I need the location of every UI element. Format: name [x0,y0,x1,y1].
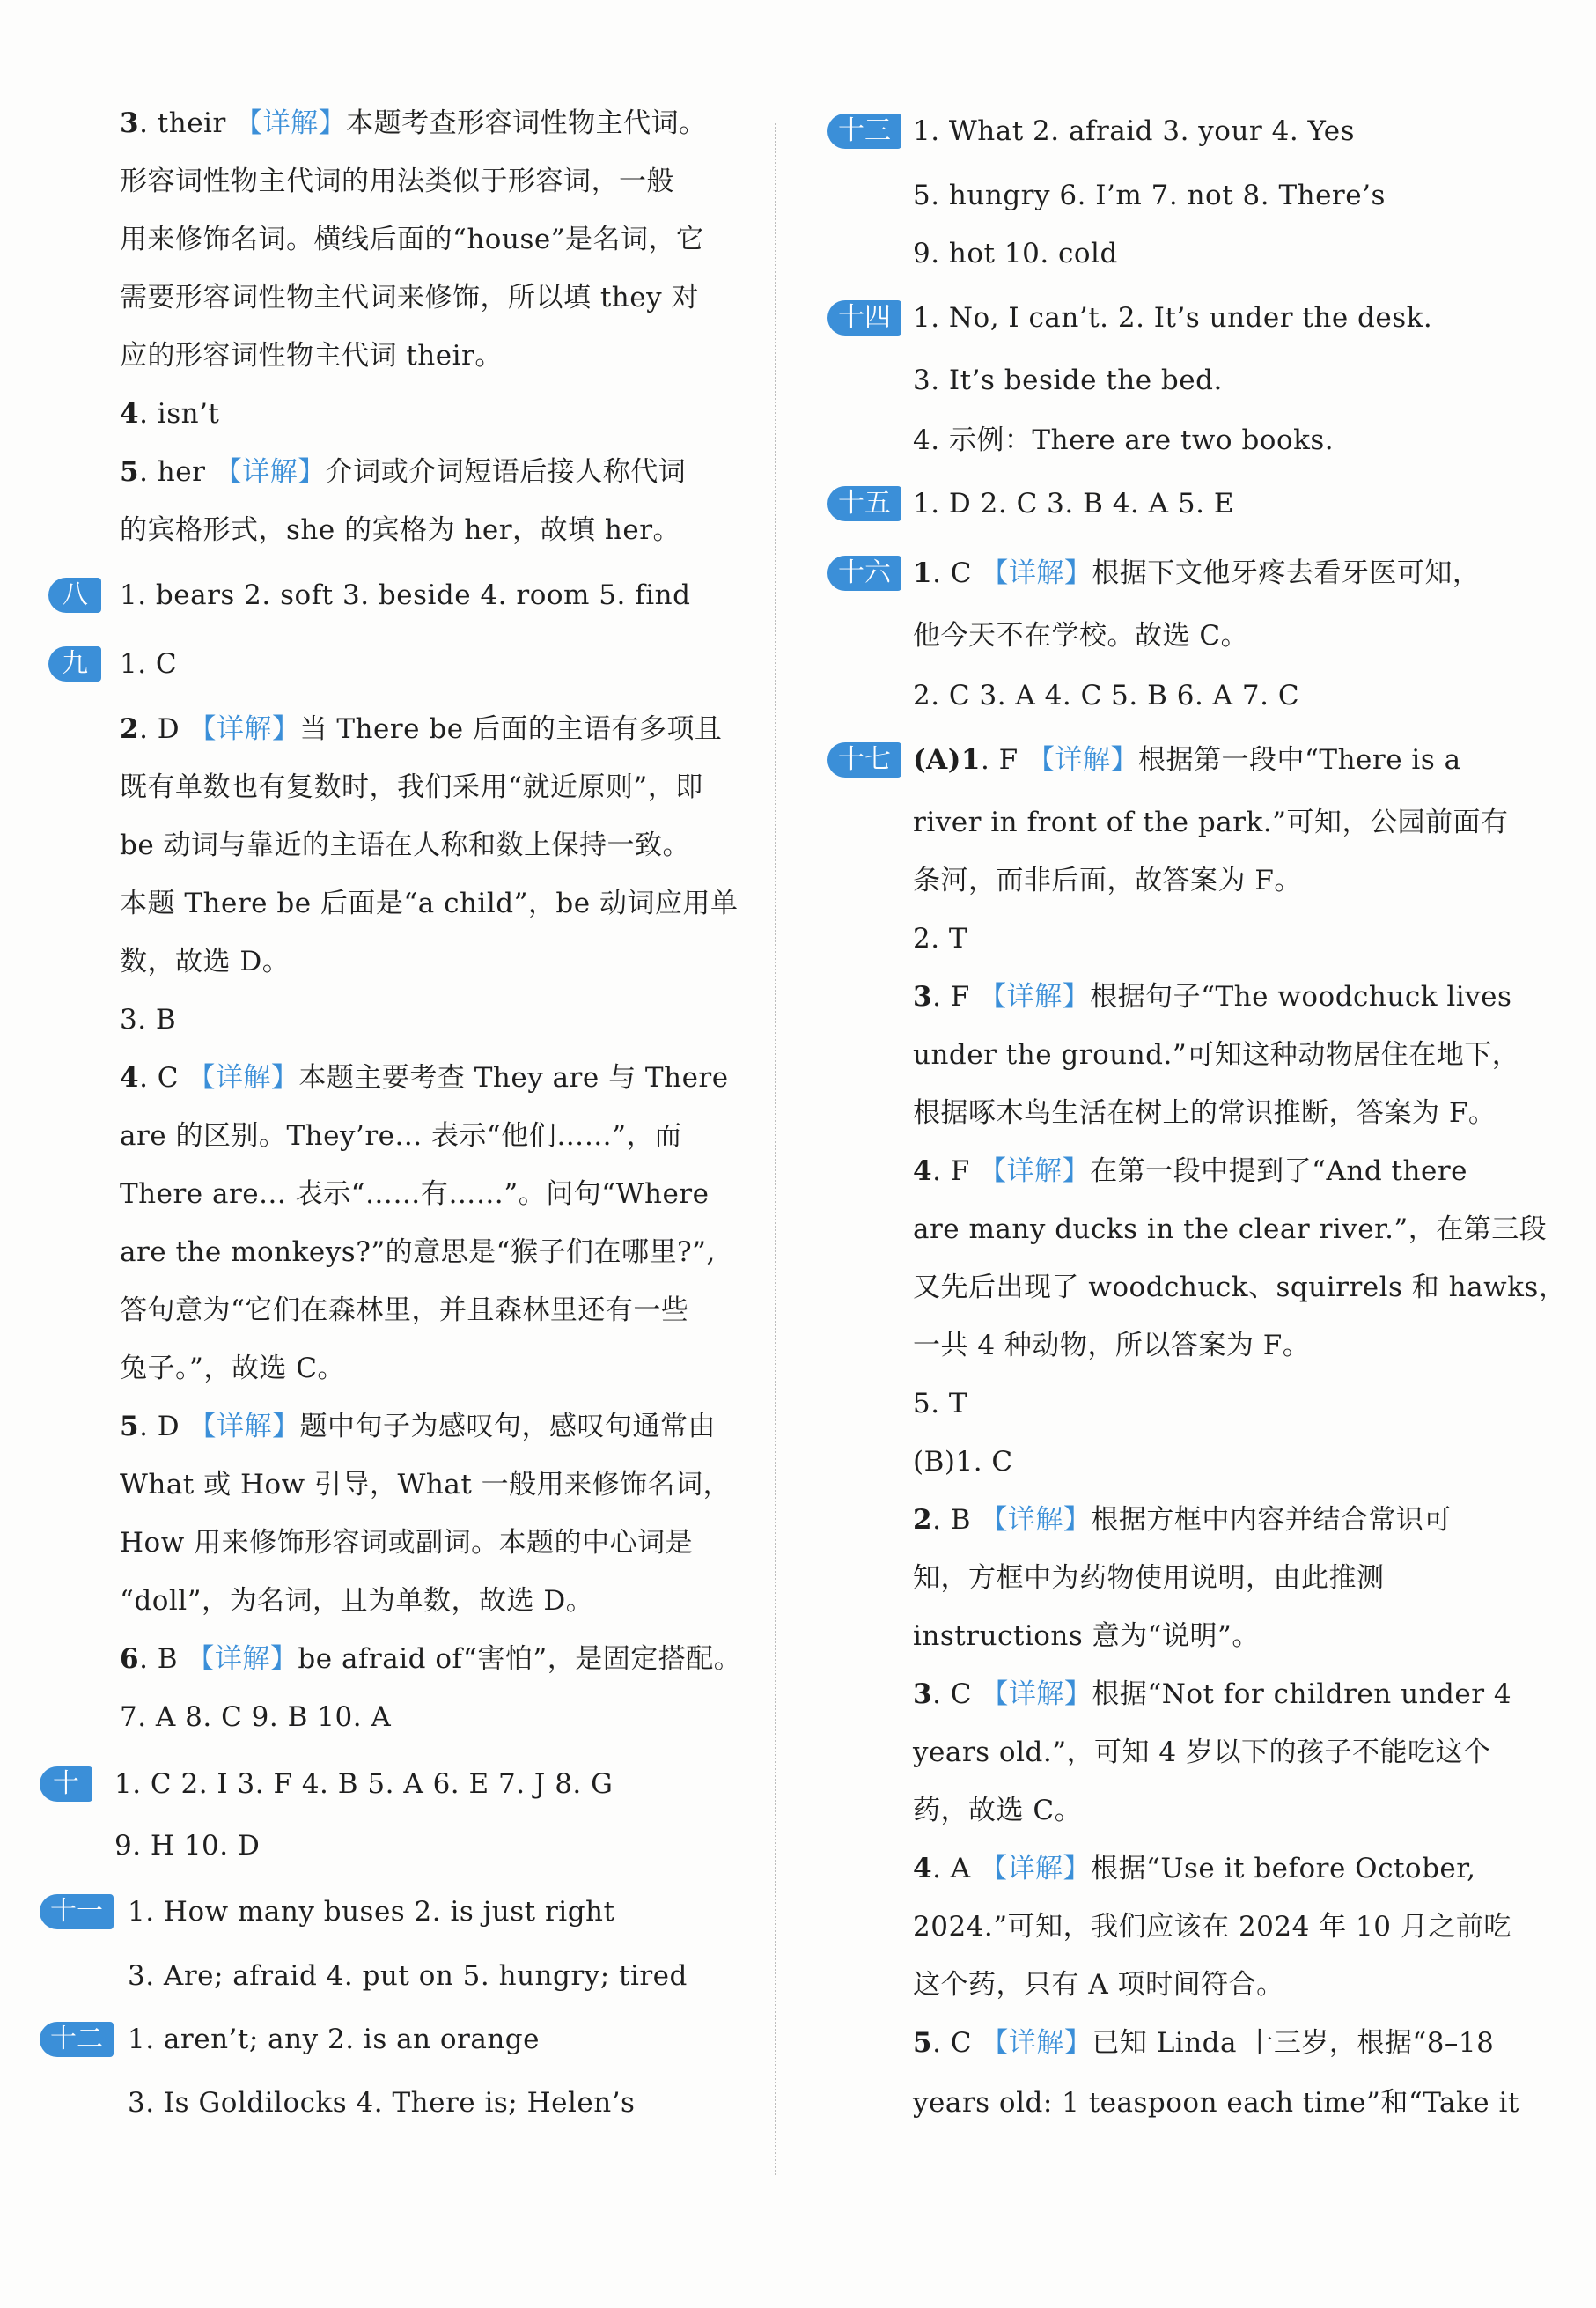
text-line: 这个药，只有 A 项时间符合。 [913,1969,1284,2001]
answer-line: 3. B [120,1004,177,1036]
section-tag-11: 十一 [40,1894,114,1929]
answer-line: 4. C 【详解】本题主要考查 They are 与 There [120,1062,729,1094]
explain-marker: 【详解】 [187,1643,298,1675]
answer-line: 1. C [120,648,178,680]
answer-line: 1. D 2. C 3. B 4. A 5. E [913,488,1234,520]
answer-line: 1. bears 2. soft 3. beside 4. room 5. find [120,579,691,611]
answer-line: 5. her 【详解】介词或介词短语后接人称代词 [120,456,687,488]
section-tag-15: 十五 [827,486,901,521]
text-line: 一共 4 种动物，所以答案为 F。 [913,1330,1311,1361]
explain-marker: 【详解】 [981,1678,1092,1710]
explain-marker: 【详解】 [979,981,1091,1013]
text-line: 数，故选 D。 [120,946,291,977]
text-line: 用来修饰名词。横线后面的“house”是名词，它 [120,224,704,255]
explain-marker: 【详解】 [188,713,300,745]
text-line: 本题 There be 后面是“a child”，be 动词应用单 [120,888,739,919]
answer-line: 4. 示例：There are two books. [913,424,1335,456]
section-tag-9: 九 [48,646,101,682]
text-line: 既有单数也有复数时，我们采用“就近原则”，即 [120,771,703,803]
answer-line: 6. B 【详解】be afraid of“害怕”，是固定搭配。 [120,1643,742,1675]
explain-marker: 【详解】 [1027,744,1139,776]
column-divider [775,123,776,2175]
answer-line: 1. No, I can’t. 2. It’s under the desk. [913,302,1433,334]
text-line: “doll”，为名词，且为单数，故选 D。 [120,1585,594,1617]
section-tag-14: 十四 [827,300,901,336]
text-line: river in front of the park.”可知，公园前面有 [913,807,1509,838]
answer-line: 2. D 【详解】当 There be 后面的主语有多项且 [120,713,723,745]
answer-line: 5. hungry 6. I’m 7. not 8. There’s [913,180,1386,211]
text-line: 形容词性物主代词的用法类似于形容词，一般 [120,166,674,197]
explain-marker: 【详解】 [981,2027,1092,2059]
answer-line: (A)1. F 【详解】根据第一段中“There is a [913,744,1461,776]
answer-line: 9. H 10. D [114,1830,261,1862]
answer-line: 1. What 2. afraid 3. your 4. Yes [913,115,1356,147]
answer-line: 1. How many buses 2. is just right [128,1896,615,1928]
text-line: 条河，而非后面，故答案为 F。 [913,865,1302,896]
answer-line: 1. C 【详解】根据下文他牙疼去看牙医可知， [913,557,1481,589]
answer-line: (B)1. C [913,1446,1013,1478]
text-line: under the ground.”可知这种动物居住在地下， [913,1039,1520,1071]
section-tag-13: 十三 [827,114,901,149]
answer-line: 3. their 【详解】本题考查形容词性物主代词。 [120,107,707,139]
explain-marker: 【详解】 [980,1504,1092,1536]
answer-line: 3. F 【详解】根据句子“The woodchuck lives [913,981,1512,1013]
answer-line: 4. A 【详解】根据“Use it before October, [913,1853,1476,1884]
text-line: 需要形容词性物主代词来修饰，所以填 they 对 [120,282,699,313]
text-line: instructions 意为“说明”。 [913,1620,1260,1652]
answer-line: 3. It’s beside the bed. [913,365,1223,396]
answer-line: 2. T [913,923,968,955]
section-tag-10: 十 [40,1766,92,1802]
explain-marker: 【详解】 [214,456,326,488]
text-line: are the monkeys?”的意思是“猴子们在哪里?”, [120,1236,716,1268]
text-line: are many ducks in the clear river.”，在第三段 [913,1213,1548,1245]
answer-line: 7. A 8. C 9. B 10. A [120,1701,392,1733]
answer-line: 1. aren’t; any 2. is an orange [128,2024,540,2055]
text-line: 2024.”可知，我们应该在 2024 年 10 月之前吃 [913,1911,1511,1943]
answer-line: 5. C 【详解】已知 Linda 十三岁，根据“8–18 [913,2027,1495,2059]
text-line: What 或 How 引导，What 一般用来修饰名词， [120,1469,732,1501]
answer-line: 3. Are; afraid 4. put on 5. hungry; tired [128,1960,688,1992]
explain-marker: 【详解】 [188,1411,300,1442]
section-tag-16: 十六 [827,556,901,591]
explain-marker: 【详解】 [981,557,1092,589]
text-line: There are... 表示“……有……”。问句“Where [120,1178,710,1210]
answer-line: 5. D 【详解】题中句子为感叹句，感叹句通常由 [120,1411,716,1442]
text-line: 根据啄木鸟生活在树上的常识推断，答案为 F。 [913,1097,1497,1129]
text-line: 兔子。”，故选 C。 [120,1353,345,1384]
text-line: How 用来修饰形容词或副词。本题的中心词是 [120,1527,694,1559]
text-line: be 动词与靠近的主语在人称和数上保持一致。 [120,830,691,861]
answer-line: 9. hot 10. cold [913,238,1118,269]
text-line: 答句意为“它们在森林里，并且森林里还有一些 [120,1294,689,1326]
answer-line: 1. C 2. I 3. F 4. B 5. A 6. E 7. J 8. G [114,1768,614,1800]
answer-line: 3. C 【详解】根据“Not for children under 4 [913,1678,1512,1710]
answer-line: 2. B 【详解】根据方框中内容并结合常识可 [913,1504,1452,1536]
explain-marker: 【详解】 [980,1853,1092,1884]
text-line: 他今天不在学校。故选 C。 [913,620,1249,652]
text-line: 的宾格形式，she 的宾格为 her，故填 her。 [120,514,681,546]
section-tag-17: 十七 [827,742,901,778]
answer-line: 4. F 【详解】在第一段中提到了“And there [913,1155,1467,1187]
explain-marker: 【详解】 [235,107,347,139]
text-line: 药，故选 C。 [913,1795,1083,1826]
text-line: 应的形容词性物主代词 their。 [120,340,503,372]
text-line: years old: 1 teaspoon each time”和“Take it [913,2087,1519,2119]
text-line: years old.”，可知 4 岁以下的孩子不能吃这个 [913,1737,1491,1768]
text-line: 又先后出现了 woodchuck、squirrels 和 hawks， [913,1272,1567,1303]
section-tag-8: 八 [48,578,101,613]
answer-line: 5. T [913,1388,968,1419]
answer-line: 2. C 3. A 4. C 5. B 6. A 7. C [913,680,1300,712]
answer-line: 3. Is Goldilocks 4. There is; Helen’s [128,2087,636,2119]
section-tag-12: 十二 [40,2022,114,2057]
explain-marker: 【详解】 [979,1155,1091,1187]
answer-line: 4. isn’t [120,398,220,430]
text-line: are 的区别。They’re... 表示“他们……”，而 [120,1120,682,1152]
text-line: 知，方框中为药物使用说明，由此推测 [913,1562,1385,1594]
explain-marker: 【详解】 [188,1062,299,1094]
